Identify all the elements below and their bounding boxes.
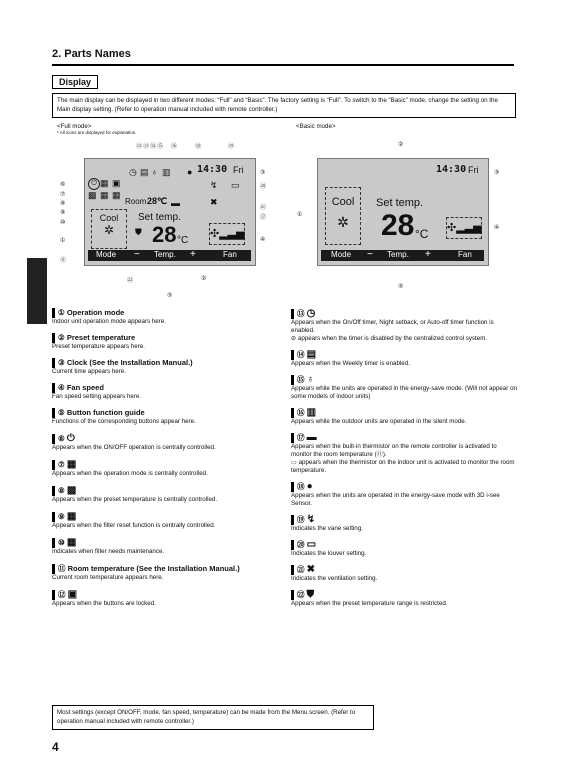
clock-time: 14:30: [197, 164, 228, 175]
full-lcd-screen: [84, 158, 256, 266]
desc-item: ⑲ ↯ Indicates the vane setting.: [291, 514, 363, 533]
callout-12: ⑫: [136, 144, 143, 150]
basic-guide-temp: Temp.: [387, 250, 409, 259]
day-of-week: Fri: [233, 165, 244, 175]
desc-item: ⑭ ▤ Appears when the Weekly timer is enabled.: [291, 349, 410, 368]
callout-14: ⑭: [150, 144, 157, 150]
desc-item: ⑨ ▦ Appears when the filter reset function is centrally controlled.: [52, 511, 216, 530]
thermistor-icon: ▬: [171, 198, 180, 208]
temp-range-icon: ⛊: [306, 589, 315, 601]
clock-icon: ◷: [306, 308, 316, 319]
power-icon: ⏻: [88, 178, 100, 190]
i-see-sensor-icon: ●: [187, 167, 193, 177]
power-icon: ⏻: [66, 433, 75, 445]
basic-lcd-screen: [317, 158, 489, 266]
guide-mode: Mode: [96, 250, 117, 259]
set-temperature: 28: [152, 222, 177, 247]
full-mode-label: <Full mode>: [57, 123, 92, 130]
guide-minus: −: [134, 249, 140, 260]
energy-save-icon: ♁: [151, 167, 158, 177]
callout-3: ③: [260, 170, 266, 176]
basic-set-temp-unit: °C: [415, 227, 429, 241]
set-temp-label: Set temp.: [138, 212, 181, 223]
mode-central-icon: ▦: [66, 459, 77, 471]
fan-speed-icon: ✣▂▃▅: [209, 223, 245, 245]
callout-17: ⑰: [260, 215, 267, 221]
louver-icon: ▭: [231, 180, 240, 190]
guide-fan: Fan: [223, 250, 237, 259]
basic-cool-icon: ✲: [337, 214, 349, 230]
basic-set-temperature: 28: [381, 209, 415, 242]
desc-item: ⑥ ⏻ Appears when the ON/OFF operation is centrally controlled.: [52, 433, 216, 452]
section-rule: [52, 64, 514, 66]
lock-icon: ▣: [67, 589, 78, 601]
callout-16: ⑯: [171, 144, 178, 150]
room-temperature: 28℃: [147, 196, 168, 206]
desc-item: ⑯ ▥ Appears while the outdoor units are operated in the silent mode.: [291, 407, 467, 426]
callout-10: ⑩: [60, 220, 66, 226]
callout-7: ⑦: [60, 192, 66, 198]
basic-guide-plus: +: [425, 249, 431, 260]
timer-disabled-icon: ⊘: [291, 335, 297, 343]
callout-2: ②: [201, 276, 207, 282]
vane-icon: ↯: [210, 180, 218, 190]
basic-guide-minus: −: [367, 249, 373, 260]
temp-range-icon: ⛊: [135, 227, 142, 237]
button-guide-bar: [88, 250, 251, 261]
temp-central-icon: ▩: [88, 190, 97, 200]
page-number: 4: [52, 740, 59, 754]
basic-button-guide-bar: [321, 250, 484, 261]
callout-19: ⑲: [228, 144, 235, 150]
ventilation-icon: ✖: [306, 564, 315, 576]
desc-item: ② Preset temperature Preset temperature appears here.: [52, 333, 145, 351]
desc-item: ⑱ ● Appears when the units are operated in the energy-save mode with 3D i-see Sensor.: [291, 481, 500, 508]
room-label: Room: [125, 197, 147, 206]
callout-1: ①: [60, 238, 66, 244]
desc-item: ⑤ Button function guide Functions of the corresponding buttons appear here.: [52, 408, 196, 426]
desc-item: ⑰ ▬ Appears when the built-in thermistor on the remote controller is activated to monitor the room temperature (⑪). ▭ appears when the thermistor on the indoor unit is activated to monitor the room temperature.: [291, 432, 515, 475]
silent-mode-icon: ▥: [162, 167, 171, 177]
desc-item: ① Operation mode Indoor unit operation mode appears here.: [52, 308, 166, 326]
callout-20: ⑳: [260, 184, 267, 190]
basic-clock-time: 14:30: [436, 164, 467, 175]
filter-central-icon: ▦: [66, 511, 77, 523]
callout-8: ⑧: [60, 201, 66, 207]
silent-mode-icon: ▥: [306, 407, 317, 419]
vane-icon: ↯: [306, 514, 315, 526]
display-heading: Display: [52, 75, 98, 89]
callout-22: ㉒: [127, 278, 134, 284]
cool-icon: ✲: [103, 223, 115, 237]
weekly-timer-icon: ▤: [306, 349, 317, 361]
callout-5: ⑤: [167, 293, 173, 299]
callout-18: ⑱: [195, 144, 202, 150]
basic-guide-fan: Fan: [458, 250, 472, 259]
guide-temp: Temp.: [154, 250, 176, 259]
desc-item: ⑧ ▩ Appears when the preset temperature is centrally controlled.: [52, 485, 218, 504]
desc-item: ⑪ Room temperature (See the Installation Manual.) Current room temperature appears here.: [52, 564, 240, 582]
full-mode-note: * All icons are displayed for explanation.: [57, 130, 137, 135]
thermistor-icon: ▬: [306, 432, 317, 444]
basic-operation-mode-box: [325, 187, 361, 245]
filter-central-icon: ▦: [100, 190, 109, 200]
operation-mode-box: [91, 209, 127, 249]
callout-4: ④: [260, 237, 266, 243]
guide-plus: +: [190, 249, 196, 260]
energy-save-icon: ♁: [306, 374, 315, 386]
intro-box: The main display can be displayed in two different modes: “Full” and “Basic”. The factory setting is “Full”. To switch to the “Basic” mode, change the setting on the Main display setting. (Refer to operation manual included with remote controller.): [52, 93, 516, 118]
desc-item: ㉒ ⛊ Appears when the preset temperature range is restricted.: [291, 589, 448, 608]
section-title: 2. Parts Names: [52, 48, 131, 60]
desc-item: ⑬ ◷ Appears when the On/Off timer, Night setback, or Auto-off timer function is enabled. ⊘ appears when the timer is disabled by the centralized control system.: [291, 308, 494, 343]
left-desc-column: [52, 308, 280, 615]
basic-callout-1: ①: [297, 212, 303, 218]
set-temp-unit: °C: [177, 235, 189, 246]
basic-fan-speed-icon: ✣▂▃▅: [446, 217, 482, 239]
lock-icon: ▣: [112, 178, 121, 188]
weekly-timer-icon: ▤: [140, 167, 149, 177]
desc-item: ⑦ ▦ Appears when the operation mode is centrally controlled.: [52, 459, 208, 478]
desc-item: ⑩ ▦ Indicates when filter needs maintenance.: [52, 537, 165, 556]
desc-item: ㉑ ✖ Indicates the ventilation setting.: [291, 564, 378, 583]
basic-guide-mode: Mode: [331, 250, 352, 259]
i-see-sensor-icon: ●: [306, 481, 313, 493]
desc-item: ⑳ ▭ Indicates the louver setting.: [291, 539, 367, 558]
callout-13: ⑬: [143, 144, 150, 150]
callout-9: ⑨: [60, 210, 66, 216]
desc-item: ⑮ ♁ Appears while the units are operated in the energy-save mode. (Will not appear on some models of indoor units): [291, 374, 517, 401]
callout-11: ⑪: [60, 258, 67, 264]
desc-item: ③ Clock (See the Installation Manual.) Current time appears here.: [52, 358, 193, 376]
basic-mode-label: <Basic mode>: [296, 123, 336, 130]
filter-icon: ▦: [66, 537, 77, 549]
right-desc-column: [291, 308, 517, 614]
callout-15: ⑮: [157, 144, 164, 150]
basic-set-temp-label: Set temp.: [376, 197, 424, 209]
filter-icon: ▦: [112, 190, 121, 200]
callout-21: ㉑: [260, 205, 267, 211]
basic-day-of-week: Fri: [468, 165, 479, 175]
side-tab: [27, 258, 47, 324]
footer-note: Most settings (except ON/OFF, mode, fan speed, temperature) can be made from the Menu screen. (Refer to operation manual included with remote controller.): [52, 705, 374, 730]
mode-central-icon: ▦: [100, 178, 109, 188]
clock-icon: ◷: [129, 167, 137, 177]
callout-6: ⑥: [60, 182, 66, 188]
basic-callout-2: ②: [398, 142, 404, 148]
basic-callout-3: ③: [494, 170, 500, 176]
operation-mode: Cool: [99, 213, 119, 223]
basic-callout-4: ④: [494, 225, 500, 231]
louver-icon: ▭: [306, 539, 317, 551]
desc-item: ⑫ ▣ Appears when the buttons are locked.: [52, 589, 156, 608]
indoor-thermistor-icon: ▭: [291, 459, 297, 467]
basic-operation-mode: Cool: [331, 196, 355, 208]
temp-central-icon: ▩: [66, 485, 77, 497]
ventilation-icon: ✖: [210, 197, 218, 207]
basic-callout-5: ⑤: [398, 284, 404, 290]
desc-item: ④ Fan speed Fan speed setting appears here.: [52, 383, 142, 401]
